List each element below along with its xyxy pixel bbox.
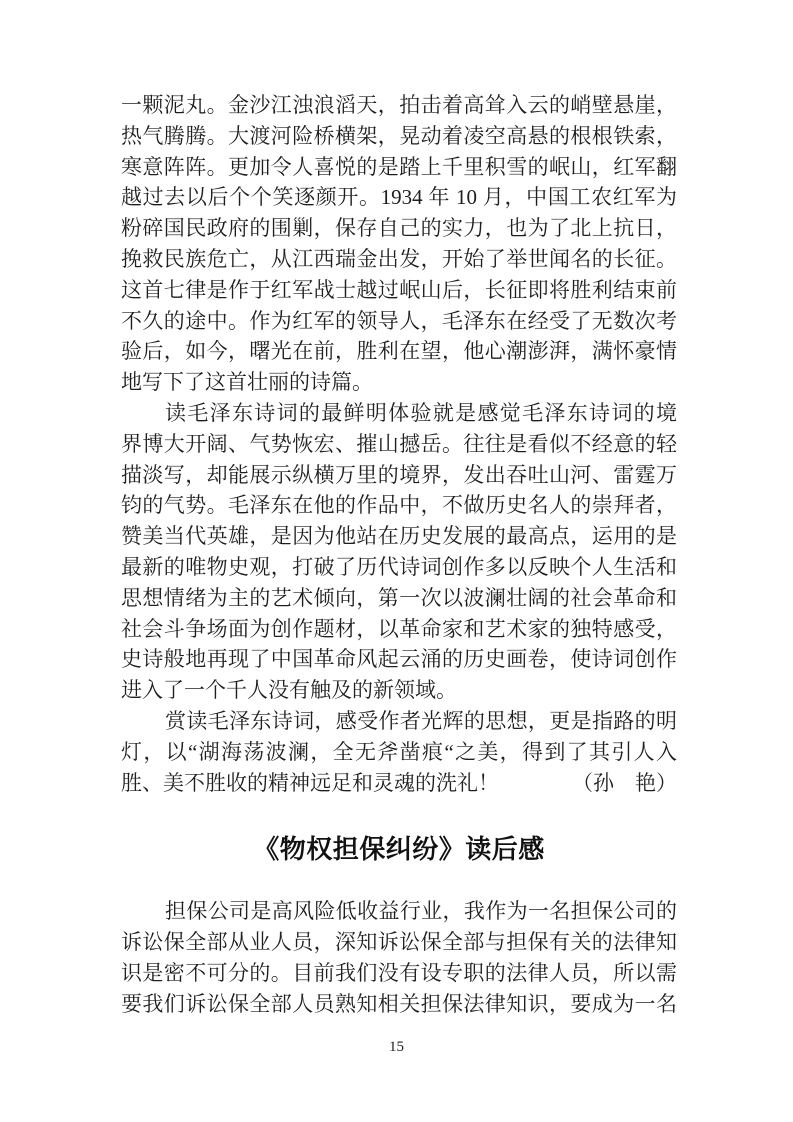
text-line: 钧的气势。毛泽东在他的作品中，不做历史名人的崇拜者， [121, 493, 677, 518]
text-line: 思想情绪为主的艺术倾向，第一次以波澜壮阔的社会革命和 [121, 585, 677, 610]
paragraph [121, 896, 677, 1019]
text-line: 要我们诉讼保全部人员熟知相关担保法律知识，要成为一名 [121, 991, 677, 1016]
text-line: 赞美当代英雄，是因为他站在历史发展的最高点，运用的是 [121, 524, 677, 549]
text-line: 史诗般地再现了中国革命风起云涌的历史画卷，使诗词创作 [121, 647, 677, 672]
text-line: 最新的唯物史观，打破了历代诗词创作多以反映个人生活和 [121, 554, 677, 579]
author-attribution: （孙 艳） [572, 770, 677, 795]
text-line: 进入了一个千人没有触及的新领域。 [121, 678, 457, 703]
text-line: 热气腾腾。大渡河险桥横架，晃动着凌空高悬的根根铁索， [121, 123, 677, 148]
text-line: 挽救民族危亡，从江西瑞金出发，开始了举世闻名的长征。 [121, 246, 677, 271]
text-line: 灯，以“湖海荡波澜，全无斧凿痕“之美，得到了其引人入 [121, 739, 677, 764]
text-line: 这首七律是作于红军战士越过岷山后，长征即将胜利结束前 [121, 277, 677, 302]
text-line: 描淡写，却能展示纵横万里的境界，发出吞吐山河、雷霆万 [121, 462, 677, 487]
text-line: 粉碎国民政府的围剿，保存自己的实力，也为了北上抗日， [121, 216, 677, 241]
text-line: 不久的途中。作为红军的领导人，毛泽东在经受了无数次考 [121, 308, 677, 333]
page-number: 15 [389, 1039, 404, 1055]
text-line: 地写下了这首壮丽的诗篇。 [121, 370, 373, 395]
text-line: 识是密不可分的。目前我们没有设专职的法律人员，所以需 [121, 960, 677, 985]
text-line: 验后，如今，曙光在前，胜利在望，他心潮澎湃，满怀豪情 [121, 339, 677, 364]
text-line-with-attribution [121, 768, 677, 799]
text-line: 社会斗争场面为创作题材，以革命家和艺术家的独特感受， [121, 616, 677, 641]
body-text [121, 90, 677, 798]
paragraph [121, 90, 677, 398]
paragraph [121, 706, 677, 798]
text-line: 诉讼保全部从业人员，深知诉讼保全部与担保有关的法律知 [121, 930, 677, 955]
text-line: 担保公司是高风险低收益行业，我作为一名担保公司的 [165, 899, 677, 924]
text-line: 读毛泽东诗词的最鲜明体验就是感觉毛泽东诗词的境 [165, 400, 677, 425]
text-line: 界博大开阔、气势恢宏、摧山撼岳。往往是看似不经意的轻 [121, 431, 677, 456]
text-line: 赏读毛泽东诗词，感受作者光辉的思想，更是指路的明 [165, 708, 677, 733]
section-body-text [121, 896, 677, 1019]
paragraph [121, 398, 677, 706]
text-line-left: 胜、美不胜收的精神远足和灵魂的洗礼！ [121, 770, 499, 795]
section-title: 《物权担保纠纷》读后感 [253, 834, 545, 865]
text-line: 寒意阵阵。更加令人喜悦的是踏上千里积雪的岷山，红军翻 [121, 154, 677, 179]
text-line: 一颗泥丸。金沙江浊浪滔天，拍击着高耸入云的峭壁悬崖， [121, 93, 677, 117]
text-line: 越过去以后个个笑逐颜开。1934 年 10 月，中国工农红军为 [121, 185, 677, 210]
page-content [121, 90, 677, 1020]
